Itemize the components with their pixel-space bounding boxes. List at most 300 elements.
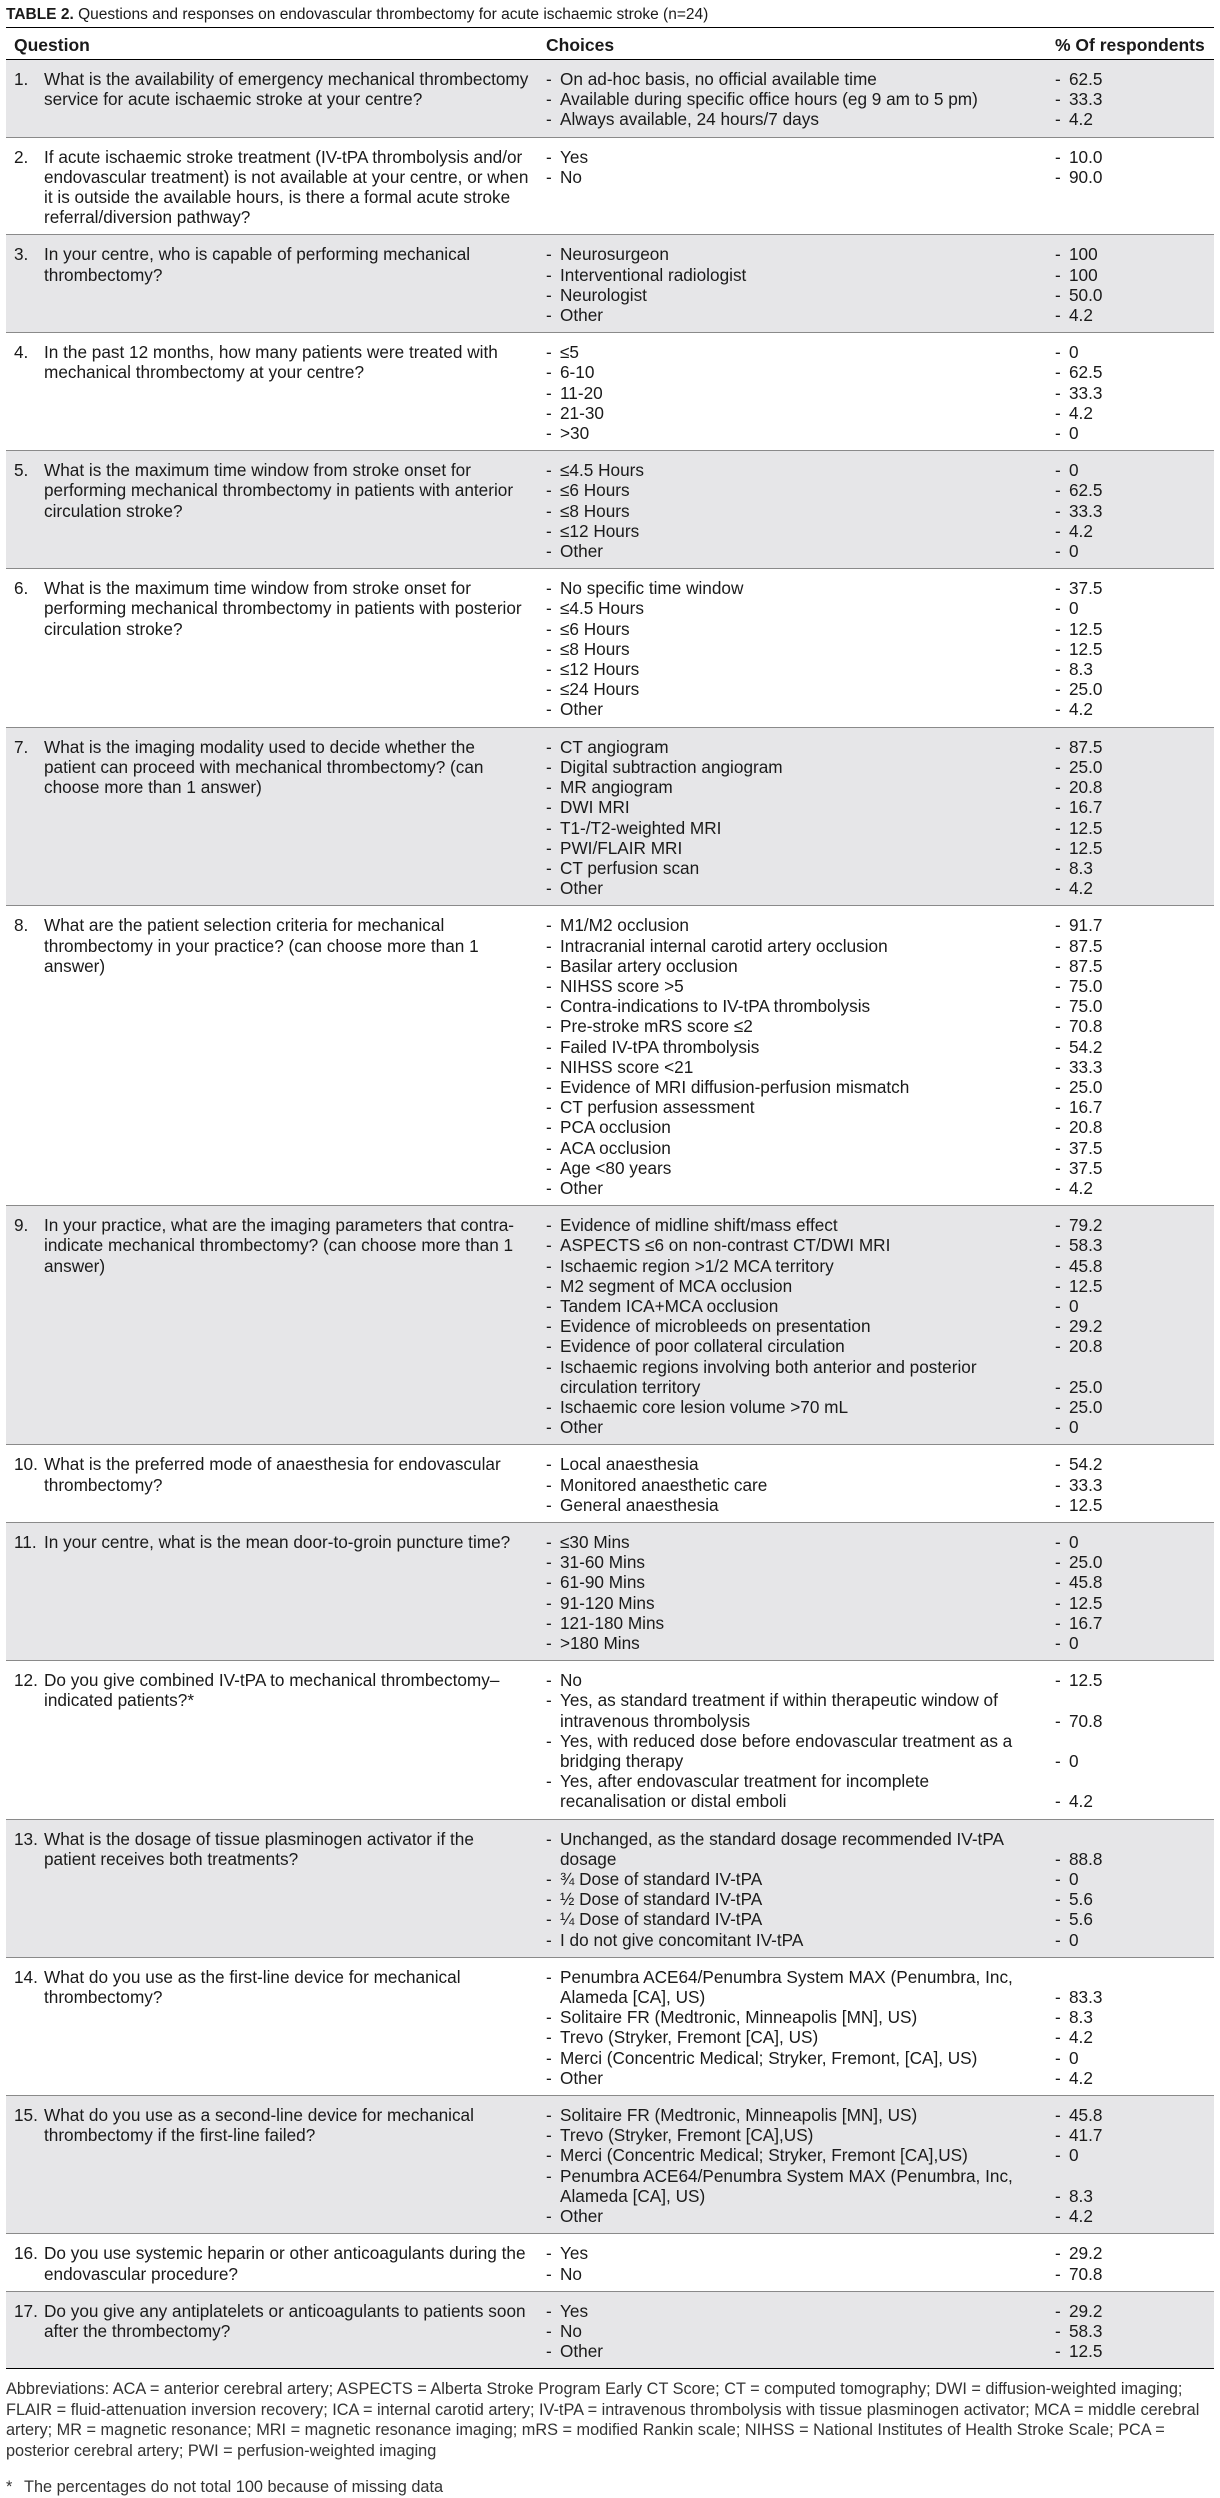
question-cell	[6, 2096, 538, 2234]
table-row	[6, 2291, 1214, 2369]
choice-item	[546, 2321, 1039, 2341]
choice-item	[546, 956, 1039, 976]
choice-item	[546, 1593, 1039, 1613]
bullet-dash: -	[546, 362, 552, 383]
percent-value: 4.2	[1069, 699, 1093, 720]
percent-value: 5.6	[1069, 1909, 1093, 1930]
bullet-dash: -	[1055, 1572, 1061, 1593]
choice-item	[546, 1552, 1039, 1572]
values-cell	[1047, 1206, 1214, 1445]
bullet-dash: -	[1055, 1036, 1061, 1057]
choice-item	[546, 1967, 1039, 2007]
choice-item	[546, 2301, 1039, 2321]
bullet-dash: -	[1055, 305, 1061, 326]
percent-item	[1055, 858, 1206, 878]
bullet-dash: -	[1055, 2027, 1061, 2048]
choices-cell	[538, 2234, 1047, 2291]
abbreviations-note: Abbreviations: ACA = anterior cerebral artery; ASPECTS = Alberta Stroke Program Early CT Score; CT = computed tomography; DWI = diffusion-weighted imaging; FLAIR = fluid-attenuation inversion recovery; ICA = internal carotid artery; IV-tPA = intravenous thrombolysis with tissue plasminogen activator; MCA = middle cerebral artery; MR = magnetic resonance; MRI = magnetic resonance imaging; mRS = modified Rankin scale; NIHSS = National Institutes of Health Stroke Scale; PCA = posterior cerebral artery; PWI = perfusion-weighted imaging	[6, 2380, 1200, 2460]
percent-item	[1055, 1037, 1206, 1057]
percent-value: 4.2	[1069, 402, 1093, 423]
bullet-dash: -	[1055, 1633, 1061, 1654]
question-cell	[6, 60, 538, 138]
table-row	[6, 235, 1214, 333]
bullet-dash: -	[546, 1532, 552, 1552]
percent-value: 25.0	[1069, 1396, 1103, 1417]
choice-item	[546, 936, 1039, 956]
table-row	[6, 1661, 1214, 1819]
bullet-dash: -	[1055, 679, 1061, 700]
percent-item	[1055, 1869, 1206, 1889]
choice-item	[546, 838, 1039, 858]
choice-text: Yes	[560, 2243, 589, 2264]
percent-value: 75.0	[1069, 975, 1103, 996]
percent-item	[1055, 737, 1206, 757]
choice-item	[546, 777, 1039, 797]
choice-item	[546, 1016, 1039, 1036]
percent-value: 58.3	[1069, 1235, 1103, 1256]
percent-value: 20.8	[1069, 1336, 1103, 1357]
bullet-dash: -	[546, 1215, 552, 1236]
percent-value: 0	[1069, 598, 1079, 619]
bullet-dash: -	[546, 1670, 552, 1691]
bullet-dash: -	[546, 1966, 552, 1987]
choice-item	[546, 996, 1039, 1016]
values-cell	[1047, 137, 1214, 235]
bullet-dash: -	[1055, 1494, 1061, 1515]
choice-text: MR angiogram	[560, 777, 673, 798]
bullet-dash: -	[1055, 1336, 1061, 1357]
choice-item	[546, 1397, 1039, 1417]
percent-item	[1055, 1613, 1206, 1633]
percent-value: 70.8	[1069, 1710, 1103, 1731]
bullet-dash: -	[546, 1056, 552, 1077]
choices-cell	[538, 1523, 1047, 1661]
percent-item	[1055, 480, 1206, 500]
percent-item	[1055, 2068, 1206, 2088]
percent-value: 0	[1069, 1532, 1079, 1552]
choice-text: Trevo (Stryker, Fremont [CA], US)	[560, 2027, 819, 2048]
bullet-dash: -	[546, 2105, 552, 2126]
choice-text: Other	[560, 1177, 603, 1198]
choice-item	[546, 1771, 1039, 1811]
bullet-dash: -	[1055, 955, 1061, 976]
bullet-dash: -	[546, 1889, 552, 1910]
bullet-dash: -	[1055, 109, 1061, 130]
percent-item	[1055, 1532, 1206, 1552]
question-text: What is the maximum time window from stroke onset for performing mechanical thrombectomy in patients with posterior circulation stroke?	[44, 578, 522, 639]
bullet-dash: -	[546, 1633, 552, 1654]
choice-item	[546, 878, 1039, 898]
percent-value: 20.8	[1069, 1117, 1103, 1138]
values-cell	[1047, 2096, 1214, 2234]
table-caption	[0, 0, 1220, 27]
percent-value: 0	[1069, 1633, 1079, 1654]
percent-item	[1055, 1771, 1206, 1811]
bullet-dash: -	[1055, 797, 1061, 818]
bullet-dash: -	[546, 1828, 552, 1849]
choice-text: Yes	[560, 2300, 589, 2321]
choice-item	[546, 362, 1039, 382]
percent-value: 0	[1069, 2145, 1079, 2166]
choice-text: Interventional radiologist	[560, 264, 747, 285]
question-number: 8.	[14, 915, 29, 936]
choice-item	[546, 1670, 1039, 1690]
bullet-dash: -	[1055, 520, 1061, 541]
choice-text: 11-20	[560, 382, 603, 403]
choice-text: I do not give concomitant IV-tPA	[560, 1929, 804, 1950]
choice-item	[546, 1454, 1039, 1474]
question-number: 9.	[14, 1215, 29, 1236]
bullet-dash: -	[1055, 1255, 1061, 1276]
question-number: 13.	[14, 1828, 38, 1849]
bullet-dash: -	[1055, 1316, 1061, 1337]
choice-text: Other	[560, 1417, 603, 1438]
bullet-dash: -	[1055, 736, 1061, 757]
choice-text: NIHSS score <21	[560, 1056, 694, 1077]
question-cell	[6, 333, 538, 451]
values-cell	[1047, 235, 1214, 333]
header-choices: Choices	[538, 28, 1047, 60]
bullet-dash: -	[546, 2341, 552, 2362]
choice-text: ¼ Dose of standard IV-tPA	[560, 1909, 763, 1930]
question-number: 12.	[14, 1670, 38, 1691]
percent-item	[1055, 956, 1206, 976]
percent-item	[1055, 265, 1206, 285]
choice-text: M2 segment of MCA occlusion	[560, 1275, 793, 1296]
percent-value: 90.0	[1069, 166, 1103, 187]
choice-text: Penumbra ACE64/Penumbra System MAX (Penumbra, Inc, Alameda [CA], US)	[560, 2165, 1013, 2206]
bullet-dash: -	[1055, 1532, 1061, 1552]
percent-value: 37.5	[1069, 578, 1103, 599]
choice-text: ¾ Dose of standard IV-tPA	[560, 1869, 763, 1890]
bullet-dash: -	[546, 520, 552, 541]
bullet-dash: -	[1055, 935, 1061, 956]
choice-item	[546, 1909, 1039, 1929]
bullet-dash: -	[1055, 1670, 1061, 1691]
choice-item	[546, 403, 1039, 423]
choice-text: 21-30	[560, 402, 604, 423]
choice-item	[546, 305, 1039, 325]
percent-item	[1055, 936, 1206, 956]
percent-item	[1055, 1057, 1206, 1077]
table-row	[6, 727, 1214, 906]
choice-text: Ischaemic region >1/2 MCA territory	[560, 1255, 834, 1276]
choice-text: Other	[560, 699, 603, 720]
choice-text: ≤12 Hours	[560, 520, 640, 541]
footnote-mark: *	[6, 2478, 13, 2497]
percent-value: 91.7	[1069, 915, 1103, 936]
choice-text: Neurosurgeon	[560, 244, 669, 265]
bullet-dash: -	[1055, 2125, 1061, 2146]
percent-value: 25.0	[1069, 1552, 1103, 1573]
percent-value: 25.0	[1069, 679, 1103, 700]
choice-item	[546, 915, 1039, 935]
choice-text: ≤5	[560, 342, 579, 363]
question-text: If acute ischaemic stroke treatment (IV-tPA thrombolysis and/or endovascular treatment) is not available at your centre, or when it is outside the available hours, is there a formal acute stroke referral/diversion pathway?	[44, 146, 529, 228]
bullet-dash: -	[1055, 362, 1061, 383]
bullet-dash: -	[546, 2067, 552, 2088]
choice-text: ≤24 Hours	[560, 679, 640, 700]
percent-item	[1055, 1117, 1206, 1137]
bullet-dash: -	[546, 284, 552, 305]
table-row	[6, 451, 1214, 569]
choice-text: ACA occlusion	[560, 1137, 671, 1158]
bullet-dash: -	[1055, 382, 1061, 403]
footnote	[6, 2477, 1214, 2498]
percent-value: 4.2	[1069, 2027, 1093, 2048]
bullet-dash: -	[1055, 1751, 1061, 1772]
bullet-dash: -	[1055, 2067, 1061, 2088]
bullet-dash: -	[546, 1612, 552, 1633]
choice-text: Evidence of microbleeds on presentation	[560, 1316, 871, 1337]
percent-item	[1055, 1930, 1206, 1950]
percent-item	[1055, 1077, 1206, 1097]
bullet-dash: -	[546, 342, 552, 363]
percent-value: 10.0	[1069, 146, 1103, 167]
percent-value: 12.5	[1069, 1494, 1103, 1515]
choice-text: Ischaemic regions involving both anterior and posterior circulation territory	[560, 1356, 977, 1397]
choice-text: Intracranial internal carotid artery occlusion	[560, 935, 888, 956]
bullet-dash: -	[546, 1929, 552, 1950]
percent-value: 50.0	[1069, 284, 1103, 305]
bullet-dash: -	[546, 1592, 552, 1613]
choice-text: No	[560, 2263, 582, 2284]
bullet-dash: -	[546, 1417, 552, 1438]
choice-text: Tandem ICA+MCA occlusion	[560, 1295, 779, 1316]
values-cell	[1047, 2291, 1214, 2369]
choice-text: ≤6 Hours	[560, 618, 630, 639]
bullet-dash: -	[1055, 1076, 1061, 1097]
choice-text: ≤8 Hours	[560, 638, 630, 659]
percent-item	[1055, 598, 1206, 618]
percent-item	[1055, 1593, 1206, 1613]
choice-item	[546, 89, 1039, 109]
percent-value: 62.5	[1069, 480, 1103, 501]
percent-item	[1055, 1454, 1206, 1474]
choice-item	[546, 2048, 1039, 2068]
choice-item	[546, 1077, 1039, 1097]
bullet-dash: -	[1055, 2145, 1061, 2166]
table-row	[6, 333, 1214, 451]
choice-item	[546, 1475, 1039, 1495]
percent-item	[1055, 1495, 1206, 1515]
percent-value: 87.5	[1069, 935, 1103, 956]
percent-item	[1055, 1158, 1206, 1178]
percent-item	[1055, 1215, 1206, 1235]
bullet-dash: -	[546, 659, 552, 680]
percent-value: 12.5	[1069, 2341, 1103, 2362]
question-number: 17.	[14, 2300, 38, 2321]
choice-text: M1/M2 occlusion	[560, 915, 689, 936]
bullet-dash: -	[1055, 1157, 1061, 1178]
percent-value: 4.2	[1069, 1791, 1093, 1812]
values-cell	[1047, 2234, 1214, 2291]
bullet-dash: -	[546, 915, 552, 936]
percent-item	[1055, 1016, 1206, 1036]
bullet-dash: -	[1055, 915, 1061, 936]
bullet-dash: -	[1055, 837, 1061, 858]
choice-item	[546, 2027, 1039, 2047]
percent-item	[1055, 109, 1206, 129]
question-cell	[6, 1445, 538, 1523]
question-cell	[6, 569, 538, 727]
choice-text: ≤12 Hours	[560, 659, 640, 680]
percent-item	[1055, 838, 1206, 858]
question-number: 16.	[14, 2243, 38, 2264]
choice-text: ≤4.5 Hours	[560, 460, 644, 481]
percent-item	[1055, 659, 1206, 679]
percent-item	[1055, 1316, 1206, 1336]
percent-item	[1055, 1417, 1206, 1437]
percent-value: 20.8	[1069, 777, 1103, 798]
choice-text: Other	[560, 305, 603, 326]
bullet-dash: -	[546, 638, 552, 659]
choice-text: No	[560, 166, 582, 187]
percent-item	[1055, 679, 1206, 699]
choice-text: Basilar artery occlusion	[560, 955, 738, 976]
choice-item	[546, 147, 1039, 167]
percent-item	[1055, 2048, 1206, 2068]
percent-item	[1055, 1336, 1206, 1356]
bullet-dash: -	[1055, 284, 1061, 305]
choice-item	[546, 1276, 1039, 1296]
choice-text: >180 Mins	[560, 1633, 640, 1654]
bullet-dash: -	[1055, 1097, 1061, 1118]
percent-value: 100	[1069, 264, 1098, 285]
table-row	[6, 569, 1214, 727]
percent-item	[1055, 1235, 1206, 1255]
bullet-dash: -	[546, 69, 552, 89]
bullet-dash: -	[546, 305, 552, 326]
question-text: What is the preferred mode of anaesthesia for endovascular thrombectomy?	[44, 1454, 501, 1495]
choices-cell	[538, 727, 1047, 906]
percent-item	[1055, 167, 1206, 187]
choice-item	[546, 1690, 1039, 1730]
choice-item	[546, 1256, 1039, 1276]
bullet-dash: -	[1055, 2185, 1061, 2206]
values-cell	[1047, 1819, 1214, 1957]
question-text: What do you use as the first-line device for mechanical thrombectomy?	[44, 1966, 461, 2008]
bullet-dash: -	[1055, 460, 1061, 481]
choice-item	[546, 1158, 1039, 1178]
question-text: What are the patient selection criteria for mechanical thrombectomy in your practice? (can choose more than 1 answer)	[44, 915, 479, 976]
choice-item	[546, 1829, 1039, 1869]
choice-item	[546, 2105, 1039, 2125]
choice-text: ½ Dose of standard IV-tPA	[560, 1889, 763, 1910]
question-cell	[6, 2234, 538, 2291]
bullet-dash: -	[1055, 500, 1061, 521]
percent-item	[1055, 244, 1206, 264]
bullet-dash: -	[1055, 996, 1061, 1017]
choice-item	[546, 342, 1039, 362]
choice-text: On ad-hoc basis, no official available time	[560, 69, 877, 89]
bullet-dash: -	[1055, 618, 1061, 639]
question-number: 4.	[14, 342, 29, 363]
bullet-dash: -	[546, 1474, 552, 1495]
choice-text: ≤8 Hours	[560, 500, 630, 521]
choice-text: Ischaemic core lesion volume >70 mL	[560, 1396, 849, 1417]
choice-text: ≤30 Mins	[560, 1532, 630, 1552]
bullet-dash: -	[1055, 2320, 1061, 2341]
choice-text: ≤6 Hours	[560, 480, 630, 501]
bullet-dash: -	[546, 679, 552, 700]
percent-value: 0	[1069, 541, 1079, 562]
percent-value: 70.8	[1069, 1016, 1103, 1037]
choices-cell	[538, 1445, 1047, 1523]
percent-value: 12.5	[1069, 618, 1103, 639]
bullet-dash: -	[546, 618, 552, 639]
bullet-dash: -	[546, 975, 552, 996]
bullet-dash: -	[1055, 2263, 1061, 2284]
bullet-dash: -	[1055, 1612, 1061, 1633]
bullet-dash: -	[1055, 1275, 1061, 1296]
percent-item	[1055, 423, 1206, 443]
bullet-dash: -	[546, 382, 552, 403]
bullet-dash: -	[546, 2300, 552, 2321]
bullet-dash: -	[546, 1316, 552, 1337]
choice-item	[546, 659, 1039, 679]
choice-item	[546, 1235, 1039, 1255]
question-number: 15.	[14, 2105, 38, 2126]
percent-value: 8.3	[1069, 2007, 1093, 2028]
bullet-dash: -	[1055, 480, 1061, 501]
bullet-dash: -	[546, 1690, 552, 1711]
bullet-dash: -	[1055, 342, 1061, 363]
choice-item	[546, 69, 1039, 89]
percent-item	[1055, 541, 1206, 561]
percent-item	[1055, 1097, 1206, 1117]
choice-text: >30	[560, 423, 590, 444]
bullet-dash: -	[546, 777, 552, 798]
bullet-dash: -	[546, 1275, 552, 1296]
bullet-dash: -	[1055, 1710, 1061, 1731]
question-text: What is the availability of emergency mechanical thrombectomy service for acute ischaemic stroke at your centre?	[44, 69, 529, 110]
question-number: 6.	[14, 578, 29, 599]
choice-text: Unchanged, as the standard dosage recommended IV-tPA dosage	[560, 1828, 1004, 1869]
percent-value: 0	[1069, 1869, 1079, 1890]
question-number: 10.	[14, 1454, 38, 1475]
bullet-dash: -	[1055, 1235, 1061, 1256]
bullet-dash: -	[546, 837, 552, 858]
percent-item	[1055, 1731, 1206, 1771]
values-cell	[1047, 1957, 1214, 2095]
bullet-dash: -	[546, 1157, 552, 1178]
percent-value: 12.5	[1069, 837, 1103, 858]
question-cell	[6, 1819, 538, 1957]
percent-item	[1055, 777, 1206, 797]
bullet-dash: -	[546, 2145, 552, 2166]
percent-value: 83.3	[1069, 1987, 1103, 2008]
percent-value: 54.2	[1069, 1454, 1103, 1475]
choice-item	[546, 2206, 1039, 2226]
percent-value: 8.3	[1069, 2185, 1093, 2206]
bullet-dash: -	[1055, 89, 1061, 110]
values-cell	[1047, 569, 1214, 727]
question-number: 3.	[14, 244, 29, 265]
bullet-dash: -	[1055, 402, 1061, 423]
choice-text: Evidence of midline shift/mass effect	[560, 1215, 838, 1236]
choice-text: Other	[560, 541, 603, 562]
table-row	[6, 906, 1214, 1206]
table-row	[6, 1523, 1214, 1661]
bullet-dash: -	[546, 1356, 552, 1377]
percent-item	[1055, 915, 1206, 935]
choice-text: DWI MRI	[560, 797, 630, 818]
percent-value: 58.3	[1069, 2320, 1103, 2341]
percent-value: 4.2	[1069, 520, 1093, 541]
percent-item	[1055, 578, 1206, 598]
choice-item	[546, 1731, 1039, 1771]
